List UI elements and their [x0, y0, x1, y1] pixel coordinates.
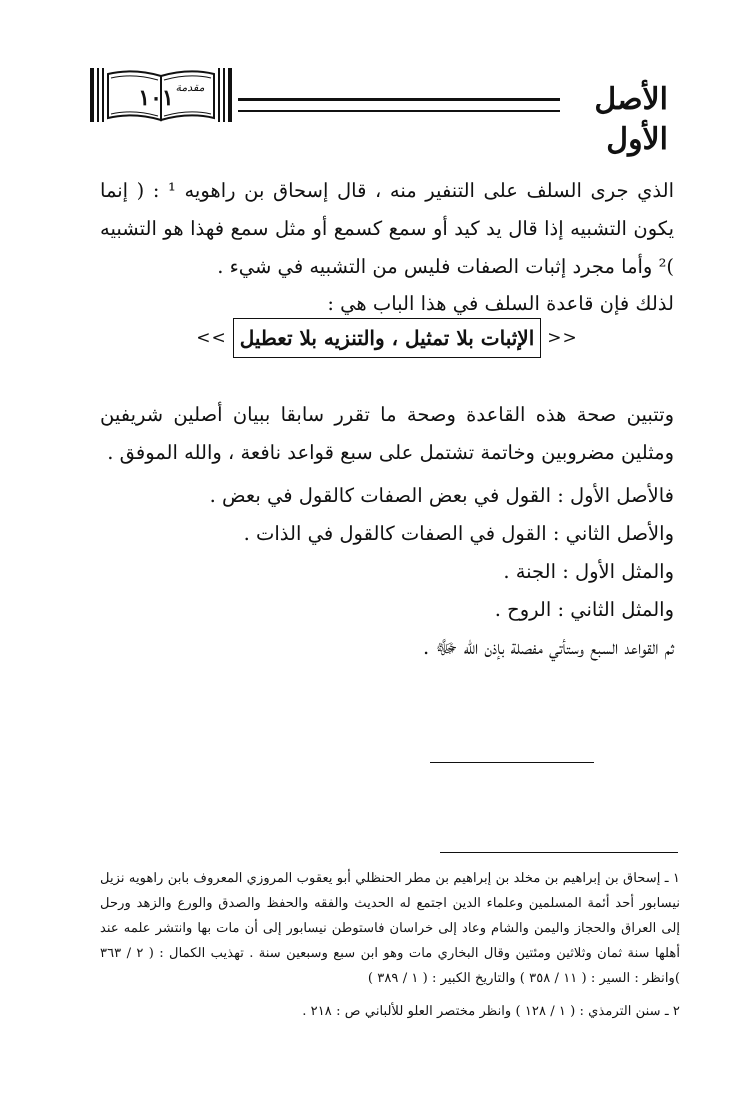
page-header — [88, 62, 668, 157]
list-item: والمثل الأول : الجنة . — [503, 560, 674, 583]
header-double-rule — [238, 98, 560, 112]
list-item: والأصل الثاني : القول في الصفات كالقول في الذات . — [243, 522, 674, 545]
footnote-2: ٢ ـ سنن الترمذي : ( ١ / ١٢٨ ) وانظر مختصر العلو للألباني ص : ٢١٨ . — [302, 1004, 680, 1019]
rule-intro: لذلك فإن قاعدة السلف في هذا الباب هي : — [327, 292, 674, 315]
list-item: والمثل الثاني : الروح . — [494, 598, 674, 621]
page-number: ١٠١ — [138, 85, 174, 111]
book-section-label: مقدمة — [175, 81, 205, 94]
paragraph-1: الذي جرى السلف على التنفير منه ، قال إسحاق بن راهويه ¹ : ( إنما يكون التشبيه إذا قال يد كيد أو سمع كسمع أو مثل سمع فهذا هو التشبيه )² وأما مجرد إثبات الصفات فليس من التشبيه في شيء . — [100, 179, 674, 278]
footnotes — [100, 866, 680, 1024]
paragraph-2: وتتبين صحة هذه القاعدة وصحة ما تقرر سابقا ببيان أصلين شريفين ومثلين مضروبين وخاتمة تشتمل على سبع قواعد نافعة ، والله الموفق . — [100, 403, 674, 464]
chapter-title: الأصل الأول — [594, 82, 668, 157]
list-item: فالأصل الأول : القول في بعض الصفات كالقول في بعض . — [209, 484, 674, 507]
rule-open-marks: << — [547, 328, 578, 348]
rule-close-marks: >> — [196, 328, 227, 348]
list-item: ثم القواعد السبع وستأتي مفصلة بإذن الله ﷻ . — [423, 636, 674, 659]
rule-statement — [100, 318, 674, 368]
footnote-1: ١ ـ إسحاق بن إبراهيم بن مخلد بن إبراهيم بن مطر الحنظلي أبو يعقوب المروزي المعروف بابن راهويه نزيل نيسابور أحد أئمة المسلمين وعلماء الدين اجتمع له الحديث والفقه والحفظ والصدق والورع والزهد ورحل إلى العراق والحجاز واليمن والشام وعاد إلى خراسان فاستوطن نيسابور إلى أن مات بها وانتشر علمه عند أهلها سنة ثمان وثلاثين ومئتين وقال البخاري مات وهو ابن سبع وسبعين سنة . تهذيب الكمال : ( ٢ / ٣٦٣ )وانظر : السير : ( ١١ / ٣٥٨ ) والتاريخ الكبير : ( ١ / ٣٨٩ ) — [100, 871, 681, 986]
rule-boxed-text: الإثبات بلا تمثيل ، والتنزيه بلا تعطيل — [233, 318, 542, 358]
footnote-divider — [440, 852, 678, 853]
section-divider — [430, 762, 594, 763]
